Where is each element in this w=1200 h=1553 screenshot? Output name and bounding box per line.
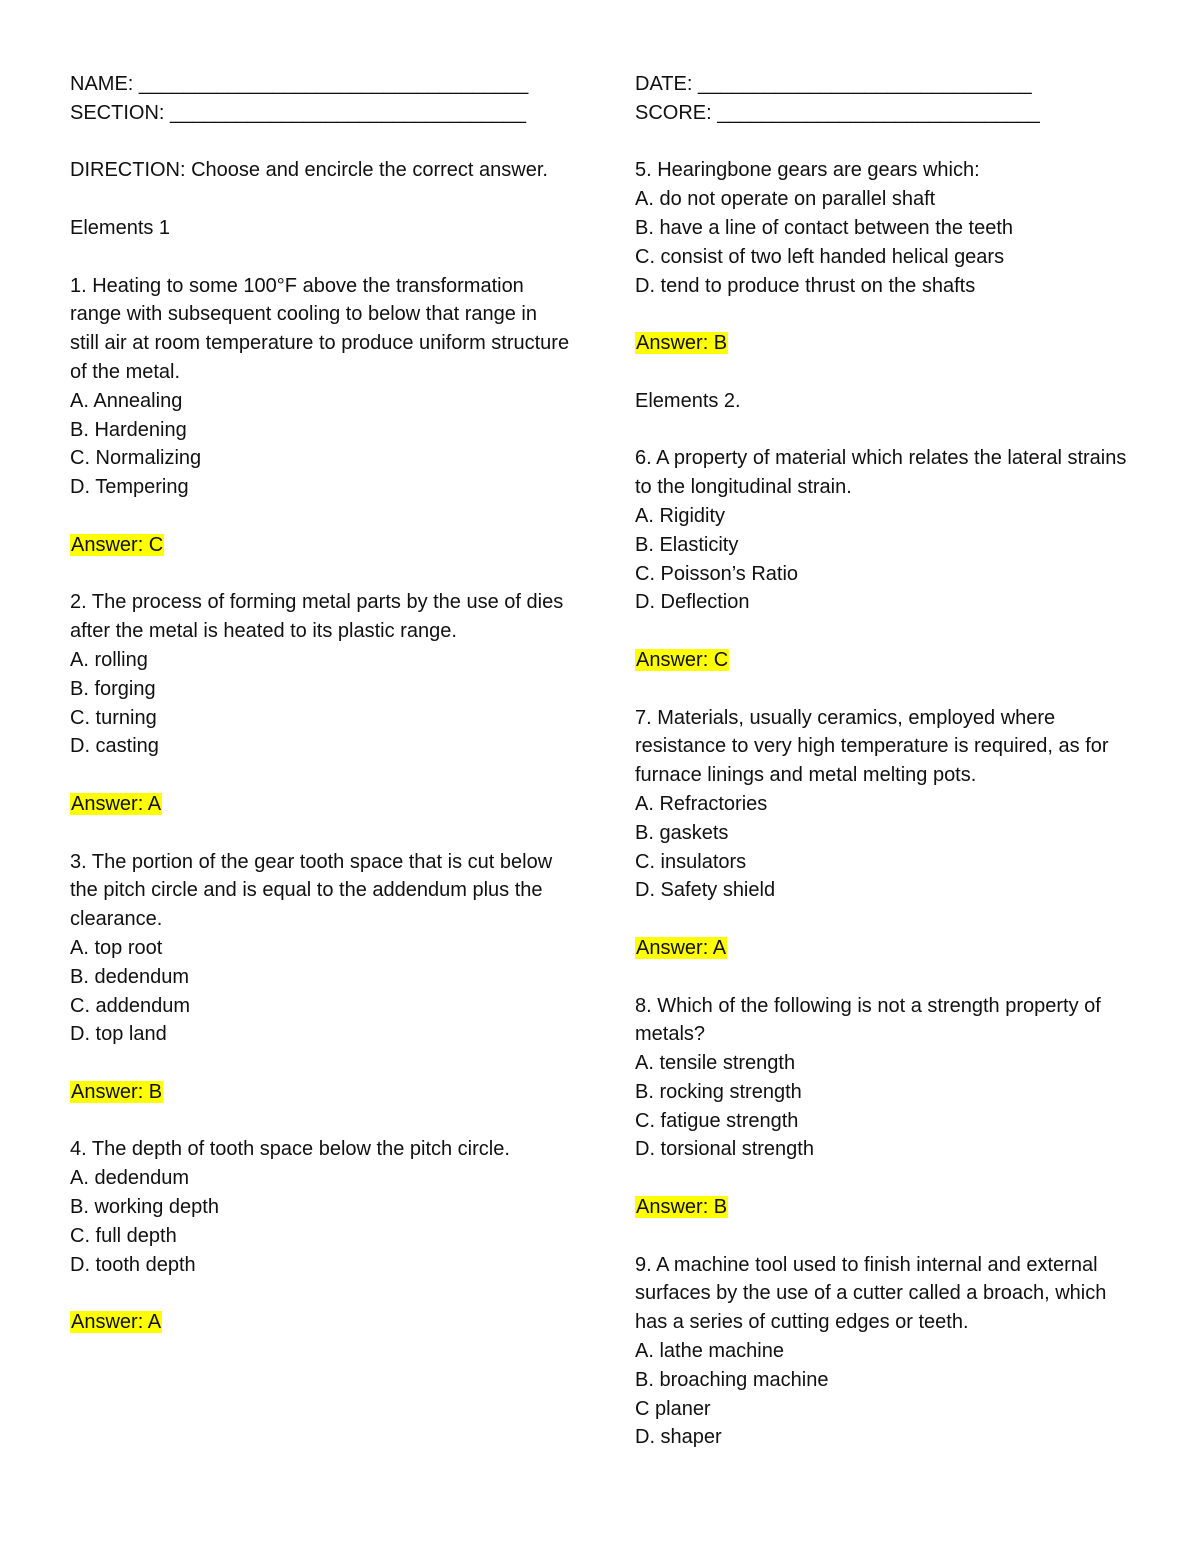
option-c[interactable]: C. insulators bbox=[635, 850, 747, 873]
answer-highlight: Answer: A bbox=[71, 1311, 162, 1334]
elements1-heading: Elements 1 bbox=[70, 216, 171, 239]
question-text: 9. A machine tool used to finish internal and external surfaces by the use of a cutter called a broach, which has a series of cutting edges or teeth. bbox=[635, 1253, 1107, 1334]
option-a[interactable]: A. tensile strength bbox=[635, 1052, 796, 1075]
question-text: 5. Hearingbone gears are gears which: bbox=[635, 159, 980, 182]
option-d[interactable]: D. Tempering bbox=[70, 476, 189, 499]
question-text: 6. A property of material which relates the lateral strains to the longitudinal strain. bbox=[635, 447, 1127, 499]
question-7 bbox=[635, 704, 1140, 992]
question-text: 7. Materials, usually ceramics, employed where resistance to very high temperature is required, as for furnace linings and metal melting pots. bbox=[635, 706, 1109, 787]
question-text: 3. The portion of the gear tooth space that is cut below the pitch circle and is equal to the addendum plus the clearance. bbox=[70, 850, 553, 931]
name-field[interactable]: NAME: ___________________________________ bbox=[70, 73, 529, 95]
option-d[interactable]: D. shaper bbox=[635, 1426, 722, 1449]
direction-text: DIRECTION: Choose and encircle the correct answer. bbox=[70, 159, 548, 182]
question-1 bbox=[70, 272, 570, 589]
option-d[interactable]: D. tooth depth bbox=[70, 1253, 196, 1276]
question-2 bbox=[70, 588, 570, 847]
question-text: 2. The process of forming metal parts by the use of dies after the metal is heated to its plastic range. bbox=[70, 591, 564, 643]
option-d[interactable]: D. Deflection bbox=[635, 591, 750, 614]
option-a[interactable]: A. dedendum bbox=[70, 1167, 189, 1190]
answer-highlight: Answer: C bbox=[636, 648, 729, 671]
option-c[interactable]: C. consist of two left handed helical gears bbox=[635, 245, 1005, 268]
question-6 bbox=[635, 444, 1140, 703]
answer-highlight: Answer: B bbox=[636, 1196, 728, 1219]
option-b[interactable]: B. gaskets bbox=[635, 821, 729, 844]
option-b[interactable]: B. broaching machine bbox=[635, 1368, 829, 1391]
question-4 bbox=[70, 1135, 570, 1337]
question-3 bbox=[70, 848, 570, 1136]
question-9 bbox=[635, 1251, 1140, 1453]
answer-highlight: Answer: B bbox=[636, 332, 728, 355]
option-a[interactable]: A. top root bbox=[70, 936, 163, 959]
left-column bbox=[70, 70, 570, 1337]
option-c[interactable]: C. full depth bbox=[70, 1224, 177, 1247]
option-d[interactable]: D. top land bbox=[70, 1023, 167, 1046]
option-c[interactable]: C. Poisson’s Ratio bbox=[635, 562, 799, 585]
option-a[interactable]: A. Annealing bbox=[70, 389, 183, 412]
answer-highlight: Answer: A bbox=[636, 936, 727, 959]
option-a[interactable]: A. rolling bbox=[70, 648, 148, 671]
option-b[interactable]: B. Elasticity bbox=[635, 533, 739, 556]
option-d[interactable]: D. tend to produce thrust on the shafts bbox=[635, 274, 976, 297]
question-text: 4. The depth of tooth space below the pitch circle. bbox=[70, 1138, 510, 1161]
option-b[interactable]: B. rocking strength bbox=[635, 1080, 802, 1103]
option-c[interactable]: C. fatigue strength bbox=[635, 1109, 799, 1132]
option-d[interactable]: D. Safety shield bbox=[635, 879, 776, 902]
option-d[interactable]: D. torsional strength bbox=[635, 1138, 814, 1161]
option-b[interactable]: B. Hardening bbox=[70, 418, 187, 441]
answer-highlight: Answer: B bbox=[71, 1080, 163, 1103]
answer-highlight: Answer: A bbox=[71, 792, 162, 815]
option-b[interactable]: B. forging bbox=[70, 677, 156, 700]
option-c[interactable]: C. addendum bbox=[70, 994, 191, 1017]
elements2-heading: Elements 2. bbox=[635, 389, 741, 412]
option-a[interactable]: A. do not operate on parallel shaft bbox=[635, 188, 936, 211]
question-text: 1. Heating to some 100°F above the transformation range with subsequent cooling to below that range in still air at room temperature to produce uniform structure of the metal. bbox=[70, 274, 570, 383]
question-5 bbox=[635, 156, 1140, 386]
option-c[interactable]: C. Normalizing bbox=[70, 447, 202, 470]
option-b[interactable]: B. have a line of contact between the teeth bbox=[635, 216, 1014, 239]
option-a[interactable]: A. Rigidity bbox=[635, 504, 726, 527]
right-column bbox=[635, 70, 1140, 1452]
date-field[interactable]: DATE: ______________________________ bbox=[635, 73, 1032, 95]
option-d[interactable]: D. casting bbox=[70, 735, 159, 758]
question-text: 8. Which of the following is not a strength property of metals? bbox=[635, 994, 1101, 1046]
option-c[interactable]: C planer bbox=[635, 1397, 711, 1420]
option-a[interactable]: A. lathe machine bbox=[635, 1340, 784, 1363]
option-b[interactable]: B. working depth bbox=[70, 1196, 219, 1219]
option-c[interactable]: C. turning bbox=[70, 706, 157, 729]
section-field[interactable]: SECTION: ________________________________ bbox=[70, 101, 526, 124]
option-b[interactable]: B. dedendum bbox=[70, 965, 189, 988]
answer-highlight: Answer: C bbox=[71, 533, 164, 556]
question-8 bbox=[635, 992, 1140, 1251]
score-field[interactable]: SCORE: _____________________________ bbox=[635, 101, 1040, 124]
option-a[interactable]: A. Refractories bbox=[635, 792, 768, 815]
